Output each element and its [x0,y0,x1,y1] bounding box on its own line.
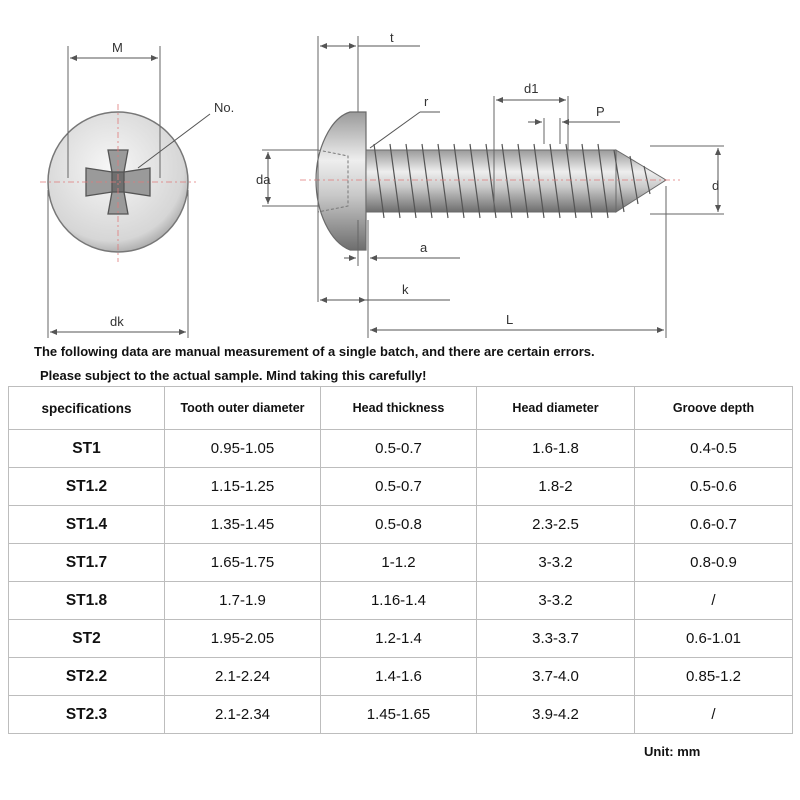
cell-head-thickness: 1-1.2 [321,544,477,582]
label-d: d [712,178,720,193]
screw-dimension-drawing [0,0,800,340]
cell-head-thickness: 1.2-1.4 [321,620,477,658]
cell-groove-depth: 0.5-0.6 [635,468,793,506]
table-header-row [9,387,793,430]
cell-head-thickness: 1.4-1.6 [321,658,477,696]
cell-spec: ST1.4 [9,506,165,544]
header-head-thickness: Head thickness [321,387,477,430]
cell-tooth-outer-diameter: 2.1-2.24 [165,658,321,696]
label-L: L [506,312,514,327]
cell-head-thickness: 1.16-1.4 [321,582,477,620]
cell-head-diameter: 2.3-2.5 [477,506,635,544]
cell-spec: ST1.2 [9,468,165,506]
label-r: r [424,94,429,109]
cell-tooth-outer-diameter: 1.65-1.75 [165,544,321,582]
label-k: k [402,282,409,297]
cell-head-diameter: 3-3.2 [477,544,635,582]
label-t: t [390,30,394,45]
label-M: M [112,40,123,55]
table-row [9,658,793,696]
caution-note: Please subject to the actual sample. Mind taking this carefully! [40,368,427,383]
cell-groove-depth: / [635,696,793,734]
label-da: da [256,172,271,187]
cell-groove-depth: 0.4-0.5 [635,430,793,468]
head-top-view [40,40,234,338]
cell-head-thickness: 0.5-0.7 [321,468,477,506]
cell-head-thickness: 0.5-0.8 [321,506,477,544]
label-a: a [420,240,428,255]
table-row [9,468,793,506]
cell-tooth-outer-diameter: 2.1-2.34 [165,696,321,734]
table-row [9,696,793,734]
table-row [9,582,793,620]
cell-spec: ST2.3 [9,696,165,734]
cell-groove-depth: 0.85-1.2 [635,658,793,696]
cell-head-diameter: 3-3.2 [477,582,635,620]
table-row [9,506,793,544]
screw-side-view [256,30,724,338]
table-row [9,620,793,658]
label-dk: dk [110,314,124,329]
cell-spec: ST1.7 [9,544,165,582]
cell-groove-depth: 0.6-0.7 [635,506,793,544]
cell-tooth-outer-diameter: 1.15-1.25 [165,468,321,506]
cell-tooth-outer-diameter: 1.7-1.9 [165,582,321,620]
cell-groove-depth: 0.6-1.01 [635,620,793,658]
cell-head-diameter: 1.6-1.8 [477,430,635,468]
cell-head-diameter: 1.8-2 [477,468,635,506]
header-head-diameter: Head diameter [477,387,635,430]
cell-head-thickness: 0.5-0.7 [321,430,477,468]
cell-groove-depth: / [635,582,793,620]
cell-head-diameter: 3.9-4.2 [477,696,635,734]
cell-head-thickness: 1.45-1.65 [321,696,477,734]
screw-tip [616,150,666,212]
label-d1: d1 [524,81,539,96]
cell-spec: ST2 [9,620,165,658]
label-P: P [596,104,605,119]
table-row [9,430,793,468]
cell-spec: ST2.2 [9,658,165,696]
cell-head-diameter: 3.3-3.7 [477,620,635,658]
header-groove-depth: Groove depth [635,387,793,430]
unit-label: Unit: mm [644,744,701,759]
cell-groove-depth: 0.8-0.9 [635,544,793,582]
specification-table [8,386,793,734]
cell-head-diameter: 3.7-4.0 [477,658,635,696]
header-tooth-outer-diameter: Tooth outer diameter [165,387,321,430]
label-No: No. [214,100,235,115]
cell-tooth-outer-diameter: 1.35-1.45 [165,506,321,544]
leader-r [370,112,420,148]
table-row [9,544,793,582]
cell-tooth-outer-diameter: 1.95-2.05 [165,620,321,658]
cell-tooth-outer-diameter: 0.95-1.05 [165,430,321,468]
cell-spec: ST1.8 [9,582,165,620]
header-specifications: specifications [9,387,165,430]
cell-spec: ST1 [9,430,165,468]
measurement-note: The following data are manual measurement of a single batch, and there are certain errors. [34,344,595,359]
